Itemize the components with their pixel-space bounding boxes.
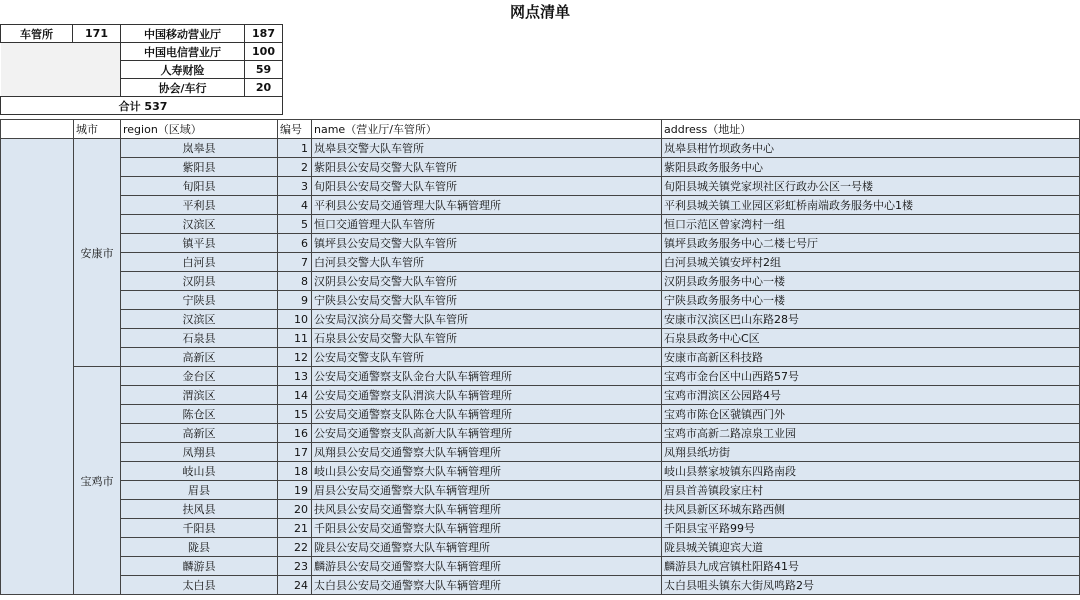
summary-blank	[73, 61, 121, 79]
summary-row	[1, 25, 283, 43]
number-cell[interactable]: 13	[278, 367, 312, 386]
name-cell[interactable]: 公安局汉滨分局交警大队车管所	[312, 310, 662, 329]
table-row	[1, 291, 1080, 310]
summary-total-row	[1, 97, 283, 115]
name-cell[interactable]: 石泉县公安局交警大队车管所	[312, 329, 662, 348]
region-cell[interactable]: 岐山县	[121, 462, 278, 481]
name-cell[interactable]: 平利县公安局交通管理大队车辆管理所	[312, 196, 662, 215]
name-cell[interactable]: 紫阳县公安局交警大队车管所	[312, 158, 662, 177]
region-cell[interactable]: 眉县	[121, 481, 278, 500]
table-row	[1, 196, 1080, 215]
name-cell[interactable]: 麟游县公安局交通警察大队车辆管理所	[312, 557, 662, 576]
table-row	[1, 177, 1080, 196]
name-cell[interactable]: 白河县交警大队车管所	[312, 253, 662, 272]
number-cell[interactable]: 21	[278, 519, 312, 538]
region-cell[interactable]: 扶风县	[121, 500, 278, 519]
summary-blank	[1, 61, 73, 79]
address-cell[interactable]: 宝鸡市金台区中山西路57号	[662, 367, 1080, 386]
address-cell[interactable]: 宁陕县政务服务中心一楼	[662, 291, 1080, 310]
address-cell[interactable]: 太白县咀头镇东大街凤鸣路2号	[662, 576, 1080, 595]
region-cell[interactable]: 旬阳县	[121, 177, 278, 196]
table-row	[1, 139, 1080, 158]
summary-row	[1, 79, 283, 97]
header-region[interactable]: region（区域）	[121, 120, 278, 139]
name-cell[interactable]: 千阳县公安局交通警察大队车辆管理所	[312, 519, 662, 538]
table-row	[1, 158, 1080, 177]
table-row	[1, 215, 1080, 234]
header-num[interactable]: 编号	[278, 120, 312, 139]
table-row	[1, 557, 1080, 576]
table-row	[1, 234, 1080, 253]
table-row	[1, 310, 1080, 329]
city-cell[interactable]: 安康市	[74, 139, 121, 367]
table-row	[1, 386, 1080, 405]
number-cell[interactable]: 15	[278, 405, 312, 424]
name-cell[interactable]: 陇县公安局交通警察大队车辆管理所	[312, 538, 662, 557]
region-cell[interactable]: 汉阴县	[121, 272, 278, 291]
region-cell[interactable]: 高新区	[121, 348, 278, 367]
address-cell[interactable]: 紫阳县政务服务中心	[662, 158, 1080, 177]
table-row	[1, 367, 1080, 386]
address-cell[interactable]: 千阳县宝平路99号	[662, 519, 1080, 538]
header-name[interactable]: name（营业厅/车管所）	[312, 120, 662, 139]
name-cell[interactable]: 岐山县公安局交通警察大队车辆管理所	[312, 462, 662, 481]
number-cell[interactable]: 9	[278, 291, 312, 310]
summary-blank	[1, 79, 73, 97]
address-cell[interactable]: 岐山县蔡家坡镇东四路南段	[662, 462, 1080, 481]
address-cell[interactable]: 石泉县政务中心C区	[662, 329, 1080, 348]
region-cell[interactable]: 石泉县	[121, 329, 278, 348]
summary-table	[0, 24, 283, 115]
address-cell[interactable]: 安康市汉滨区巴山东路28号	[662, 310, 1080, 329]
address-cell[interactable]: 镇坪县政务服务中心二楼七号厅	[662, 234, 1080, 253]
summary-label[interactable]: 人寿财险	[121, 61, 245, 79]
address-cell[interactable]: 宝鸡市陈仓区虢镇西门外	[662, 405, 1080, 424]
number-cell[interactable]: 6	[278, 234, 312, 253]
summary-label[interactable]: 协会/车行	[121, 79, 245, 97]
table-row	[1, 424, 1080, 443]
name-cell[interactable]: 公安局交通警察支队陈仓大队车辆管理所	[312, 405, 662, 424]
number-cell[interactable]: 2	[278, 158, 312, 177]
address-cell[interactable]: 眉县首善镇段家庄村	[662, 481, 1080, 500]
name-cell[interactable]: 眉县公安局交通警察大队车辆管理所	[312, 481, 662, 500]
address-cell[interactable]: 汉阴县政务服务中心一楼	[662, 272, 1080, 291]
table-row	[1, 272, 1080, 291]
region-cell[interactable]: 高新区	[121, 424, 278, 443]
header-city[interactable]: 城市	[74, 120, 121, 139]
summary-row	[1, 61, 283, 79]
region-cell[interactable]: 千阳县	[121, 519, 278, 538]
table-row	[1, 329, 1080, 348]
name-cell[interactable]: 宁陕县公安局交警大队车管所	[312, 291, 662, 310]
table-row	[1, 538, 1080, 557]
number-cell[interactable]: 3	[278, 177, 312, 196]
address-cell[interactable]: 凤翔县纸坊街	[662, 443, 1080, 462]
address-cell[interactable]: 陇县城关镇迎宾大道	[662, 538, 1080, 557]
region-cell[interactable]: 镇平县	[121, 234, 278, 253]
name-cell[interactable]: 扶风县公安局交通警察大队车辆管理所	[312, 500, 662, 519]
number-cell[interactable]: 18	[278, 462, 312, 481]
header-col0[interactable]	[1, 120, 74, 139]
table-row	[1, 443, 1080, 462]
region-cell[interactable]: 白河县	[121, 253, 278, 272]
table-row	[1, 481, 1080, 500]
region-cell[interactable]: 岚皋县	[121, 139, 278, 158]
address-cell[interactable]: 宝鸡市高新二路凉泉工业园	[662, 424, 1080, 443]
address-cell[interactable]: 扶风县新区环城东路西侧	[662, 500, 1080, 519]
number-cell[interactable]: 5	[278, 215, 312, 234]
summary-value[interactable]: 59	[245, 61, 283, 79]
name-cell[interactable]: 公安局交警支队车管所	[312, 348, 662, 367]
address-cell[interactable]: 白河县城关镇安坪村2组	[662, 253, 1080, 272]
number-cell[interactable]: 16	[278, 424, 312, 443]
table-row	[1, 253, 1080, 272]
region-cell[interactable]: 太白县	[121, 576, 278, 595]
number-cell[interactable]: 12	[278, 348, 312, 367]
number-cell[interactable]: 23	[278, 557, 312, 576]
number-cell[interactable]: 24	[278, 576, 312, 595]
region-cell[interactable]: 陈仓区	[121, 405, 278, 424]
summary-value[interactable]: 187	[245, 25, 283, 43]
table-row	[1, 500, 1080, 519]
name-cell[interactable]: 公安局交通警察支队高新大队车辆管理所	[312, 424, 662, 443]
region-cell[interactable]: 汉滨区	[121, 310, 278, 329]
number-cell[interactable]: 19	[278, 481, 312, 500]
region-cell[interactable]: 陇县	[121, 538, 278, 557]
summary-label[interactable]: 中国移动营业厅	[121, 25, 245, 43]
name-cell[interactable]: 公安局交通警察支队金台大队车辆管理所	[312, 367, 662, 386]
region-cell[interactable]: 紫阳县	[121, 158, 278, 177]
number-cell[interactable]: 10	[278, 310, 312, 329]
region-cell[interactable]: 平利县	[121, 196, 278, 215]
summary-label[interactable]: 中国电信营业厅	[121, 43, 245, 61]
summary-value[interactable]: 20	[245, 79, 283, 97]
group-blank-cell	[1, 139, 74, 595]
name-cell[interactable]: 旬阳县公安局交警大队车管所	[312, 177, 662, 196]
header-address[interactable]: address（地址）	[662, 120, 1080, 139]
address-cell[interactable]: 安康市高新区科技路	[662, 348, 1080, 367]
page-title: 网点清单	[509, 3, 570, 21]
name-cell[interactable]: 镇坪县公安局交警大队车管所	[312, 234, 662, 253]
address-cell[interactable]: 旬阳县城关镇党家坝社区行政办公区一号楼	[662, 177, 1080, 196]
summary-row	[1, 43, 283, 61]
table-body	[1, 139, 1080, 595]
region-cell[interactable]: 宁陕县	[121, 291, 278, 310]
address-cell[interactable]: 宝鸡市渭滨区公园路4号	[662, 386, 1080, 405]
region-cell[interactable]: 汉滨区	[121, 215, 278, 234]
address-cell[interactable]: 恒口示范区曾家湾村一组	[662, 215, 1080, 234]
address-cell[interactable]: 麟游县九成宫镇杜阳路41号	[662, 557, 1080, 576]
number-cell[interactable]: 7	[278, 253, 312, 272]
summary-blank	[1, 43, 73, 61]
number-cell[interactable]: 14	[278, 386, 312, 405]
region-cell[interactable]: 渭滨区	[121, 386, 278, 405]
name-cell[interactable]: 岚皋县交警大队车管所	[312, 139, 662, 158]
outlet-table	[0, 119, 1080, 595]
table-row	[1, 405, 1080, 424]
table-row	[1, 576, 1080, 595]
name-cell[interactable]: 恒口交通管理大队车管所	[312, 215, 662, 234]
table-row	[1, 462, 1080, 481]
region-cell[interactable]: 金台区	[121, 367, 278, 386]
number-cell[interactable]: 11	[278, 329, 312, 348]
summary-left-value[interactable]: 171	[73, 25, 121, 43]
summary-total[interactable]: 合计 537	[1, 97, 283, 115]
name-cell[interactable]: 太白县公安局交通警察大队车辆管理所	[312, 576, 662, 595]
region-cell[interactable]: 凤翔县	[121, 443, 278, 462]
name-cell[interactable]: 汉阴县公安局交警大队车管所	[312, 272, 662, 291]
summary-blank	[73, 43, 121, 61]
number-cell[interactable]: 8	[278, 272, 312, 291]
table-row	[1, 348, 1080, 367]
name-cell[interactable]: 凤翔县公安局交通警察大队车辆管理所	[312, 443, 662, 462]
number-cell[interactable]: 17	[278, 443, 312, 462]
name-cell[interactable]: 公安局交通警察支队渭滨大队车辆管理所	[312, 386, 662, 405]
address-cell[interactable]: 平利县城关镇工业园区彩虹桥南端政务服务中心1楼	[662, 196, 1080, 215]
region-cell[interactable]: 麟游县	[121, 557, 278, 576]
number-cell[interactable]: 1	[278, 139, 312, 158]
summary-left-label[interactable]: 车管所	[1, 25, 73, 43]
summary-blank	[73, 79, 121, 97]
number-cell[interactable]: 4	[278, 196, 312, 215]
number-cell[interactable]: 20	[278, 500, 312, 519]
number-cell[interactable]: 22	[278, 538, 312, 557]
table-row	[1, 519, 1080, 538]
summary-value[interactable]: 100	[245, 43, 283, 61]
header-row	[1, 120, 1080, 139]
city-cell[interactable]: 宝鸡市	[74, 367, 121, 595]
address-cell[interactable]: 岚皋县柑竹坝政务中心	[662, 139, 1080, 158]
